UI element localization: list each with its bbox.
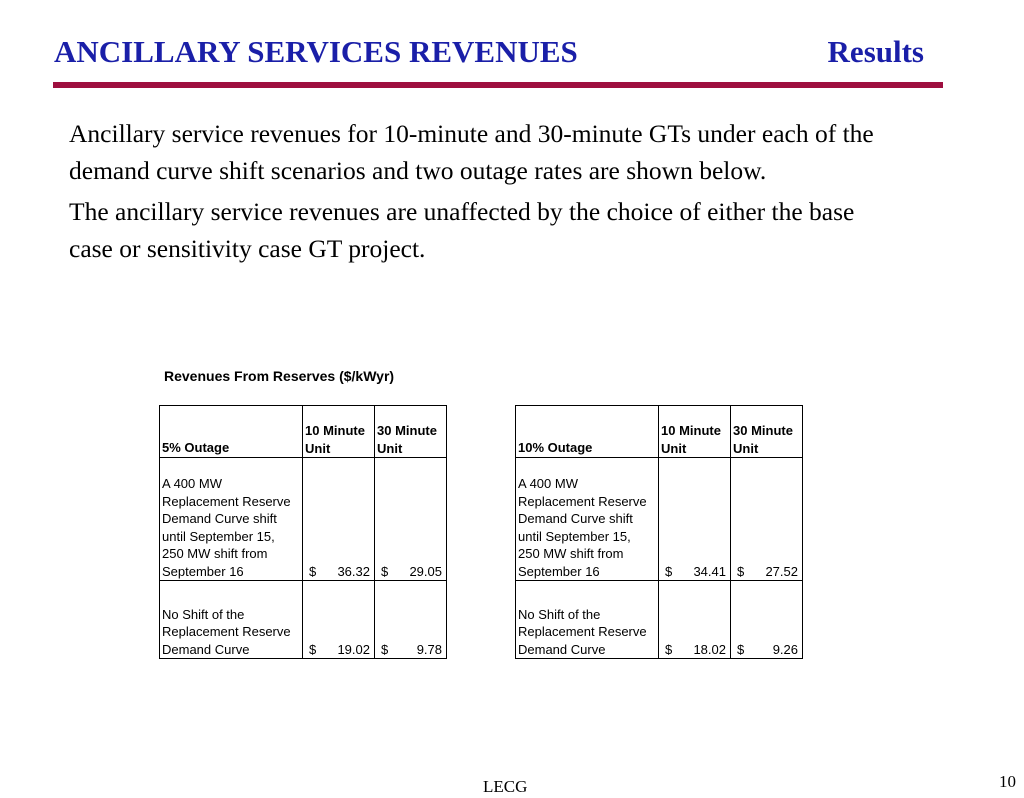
value-cell-30min: $ 9.26 <box>731 581 803 659</box>
row-label: A 400 MW Replacement Reserve Demand Curve shift until September 15, 250 MW shift from September 16 <box>160 458 303 581</box>
value-cell-30min: $ 9.78 <box>375 581 447 659</box>
value-cell-10min: $ 34.41 <box>659 458 731 581</box>
row-label: No Shift of the Replacement Reserve Demand Curve <box>516 581 659 659</box>
table-row <box>160 458 447 581</box>
value-cell-10min: $ 36.32 <box>303 458 375 581</box>
body-text <box>69 115 899 271</box>
slide-title: ANCILLARY SERVICES REVENUES <box>54 34 578 69</box>
title-divider <box>53 82 943 88</box>
value-cell-30min: $ 29.05 <box>375 458 447 581</box>
column-header-outage: 5% Outage <box>160 406 303 458</box>
table-row <box>516 458 803 581</box>
table-row <box>516 581 803 659</box>
column-header-10min: 10 Minute Unit <box>659 406 731 458</box>
table-header-row <box>516 406 803 458</box>
column-header-outage: 10% Outage <box>516 406 659 458</box>
column-header-10min: 10 Minute Unit <box>303 406 375 458</box>
column-header-30min: 30 Minute Unit <box>731 406 803 458</box>
value-cell-30min: $ 27.52 <box>731 458 803 581</box>
table-row <box>160 581 447 659</box>
row-label: A 400 MW Replacement Reserve Demand Curve shift until September 15, 250 MW shift from September 16 <box>516 458 659 581</box>
paragraph-1: Ancillary service revenues for 10-minute and 30-minute GTs under each of the demand curve shift scenarios and two outage rates are shown below. <box>69 119 874 185</box>
revenue-table-5pct <box>159 405 447 659</box>
slide-title-bar <box>54 34 924 74</box>
row-label: No Shift of the Replacement Reserve Demand Curve <box>160 581 303 659</box>
paragraph-2: The ancillary service revenues are unaffected by the choice of either the base case or sensitivity case GT project. <box>69 197 855 263</box>
column-header-30min: 30 Minute Unit <box>375 406 447 458</box>
table-title: Revenues From Reserves ($/kWyr) <box>164 368 395 384</box>
value-cell-10min: $ 19.02 <box>303 581 375 659</box>
footer-org: LECG <box>483 777 528 796</box>
value-cell-10min: $ 18.02 <box>659 581 731 659</box>
section-label: Results <box>827 34 924 69</box>
page-number: 10 <box>999 772 1016 791</box>
table-header-row <box>160 406 447 458</box>
revenue-table-10pct <box>515 405 803 659</box>
